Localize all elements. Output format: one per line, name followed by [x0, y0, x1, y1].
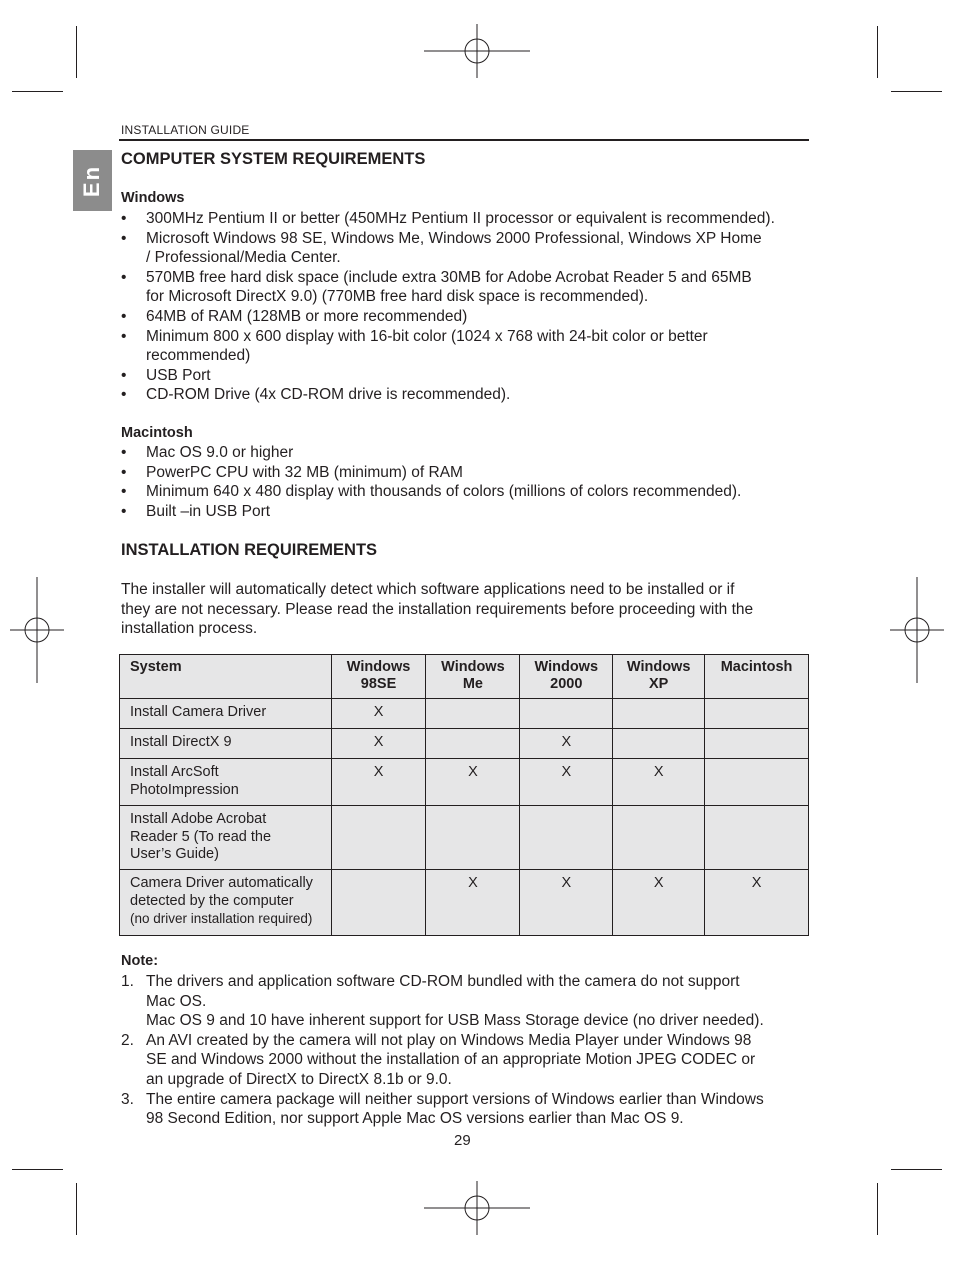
column-header: Windows 98SE	[331, 655, 426, 699]
table-row	[120, 699, 809, 729]
table-row	[120, 759, 809, 806]
row-label: Install Adobe Acrobat Reader 5 (To read the User’s Guide)	[120, 806, 332, 870]
intro-paragraph: The installer will automatically detect which software applications need to be installed or if they are not necessary. Please read the installation requirements before proceeding with the installation process.	[121, 581, 754, 638]
list-item: • Minimum 800 x 600 display with 16-bit color (1024 x 768 with 24-bit color or better recommended)	[121, 327, 708, 365]
crop-mark	[891, 1169, 942, 1170]
table-cell	[705, 699, 809, 729]
table-cell	[705, 759, 809, 806]
crop-mark	[76, 1183, 77, 1235]
table-row	[120, 806, 809, 870]
page-number: 29	[454, 1132, 471, 1149]
table-cell	[613, 699, 705, 729]
page-title: COMPUTER SYSTEM REQUIREMENTS	[121, 150, 426, 168]
table-cell	[331, 870, 426, 936]
requirements-table	[119, 654, 809, 936]
section-title: INSTALLATION REQUIREMENTS	[121, 541, 378, 559]
table-cell: X	[520, 870, 613, 936]
table-cell	[613, 806, 705, 870]
column-header: System	[120, 655, 332, 699]
table-row	[120, 870, 809, 936]
table-row	[120, 729, 809, 759]
table-cell	[520, 806, 613, 870]
list-item: • 64MB of RAM (128MB or more recommended)	[121, 307, 468, 325]
crop-mark	[877, 1183, 878, 1235]
table-cell	[613, 729, 705, 759]
note-heading: Note:	[121, 953, 159, 969]
row-label: Install DirectX 9	[120, 729, 332, 759]
list-item: • Built –in USB Port	[121, 502, 271, 520]
crop-mark	[891, 91, 942, 92]
table-cell	[520, 699, 613, 729]
crop-mark	[12, 1169, 63, 1170]
list-item: • 300MHz Pentium II or better (450MHz Pentium II processor or equivalent is recommended).	[121, 210, 775, 227]
table-cell	[705, 729, 809, 759]
table-cell	[426, 806, 520, 870]
table-cell	[705, 806, 809, 870]
crop-mark	[877, 26, 878, 78]
list-item: • USB Port	[121, 366, 211, 384]
column-header: Macintosh	[705, 655, 809, 699]
list-item: 3. The entire camera package will neither support versions of Windows earlier than Windows 98 Second Edition, nor support Apple Mac OS versions earlier than Mac OS 9.	[121, 1090, 764, 1128]
table-cell	[426, 729, 520, 759]
registration-mark-icon	[10, 577, 64, 683]
table-cell	[331, 806, 426, 870]
table-cell: X	[520, 759, 613, 806]
crop-mark	[12, 91, 63, 92]
table-cell: X	[613, 870, 705, 936]
row-label: Camera Driver automatically detected by the computer (no driver installation required)	[120, 870, 332, 936]
notes-list	[121, 972, 811, 1129]
list-item: • Microsoft Windows 98 SE, Windows Me, Windows 2000 Professional, Windows XP Home / Professional/Media Center.	[121, 229, 762, 267]
row-label: Install Camera Driver	[120, 699, 332, 729]
language-tab-label: En	[79, 164, 105, 197]
registration-mark-icon	[424, 1181, 530, 1235]
table-cell: X	[331, 699, 426, 729]
list-item: 1. The drivers and application software CD-ROM bundled with the camera do not support Mac OS. Mac OS 9 and 10 have inherent support for USB Mass Storage device (no driver needed).	[121, 973, 764, 1030]
table-cell: X	[426, 759, 520, 806]
table-cell	[426, 699, 520, 729]
list-item: • CD-ROM Drive (4x CD-ROM drive is recommended).	[121, 386, 511, 404]
registration-mark-icon	[890, 577, 944, 683]
table-cell: X	[331, 729, 426, 759]
table-cell: X	[426, 870, 520, 936]
list-item: • PowerPC CPU with 32 MB (minimum) of RAM	[121, 463, 463, 481]
table-cell: X	[331, 759, 426, 806]
table-cell: X	[520, 729, 613, 759]
list-item: • Mac OS 9.0 or higher	[121, 444, 294, 461]
macintosh-requirements-list	[121, 443, 821, 521]
list-item: • Minimum 640 x 480 display with thousands of colors (millions of colors recommended).	[121, 483, 742, 501]
language-tab	[73, 150, 112, 211]
windows-requirements-list	[121, 209, 821, 405]
column-header: Windows Me	[426, 655, 520, 699]
section-label: INSTALLATION GUIDE	[121, 123, 250, 137]
row-label: Install ArcSoft PhotoImpression	[120, 759, 332, 806]
column-header: Windows 2000	[520, 655, 613, 699]
windows-heading: Windows	[121, 190, 185, 206]
crop-mark	[76, 26, 77, 78]
table-cell: X	[613, 759, 705, 806]
header-divider	[119, 139, 809, 141]
list-item: 2. An AVI created by the camera will not play on Windows Media Player under Windows 98 SE and Windows 2000 without the installation of an appropriate Motion JPEG CODEC or an upgrade of DirectX to DirectX 8.1b or 9.0.	[121, 1031, 756, 1088]
table-cell: X	[705, 870, 809, 936]
registration-mark-icon	[424, 24, 530, 78]
column-header: Windows XP	[613, 655, 705, 699]
list-item: • 570MB free hard disk space (include extra 30MB for Adobe Acrobat Reader 5 and 65MB for Microsoft DirectX 9.0) (770MB free hard disk space is recommended).	[121, 268, 752, 306]
macintosh-heading: Macintosh	[121, 425, 193, 441]
table-header-row	[120, 655, 809, 699]
